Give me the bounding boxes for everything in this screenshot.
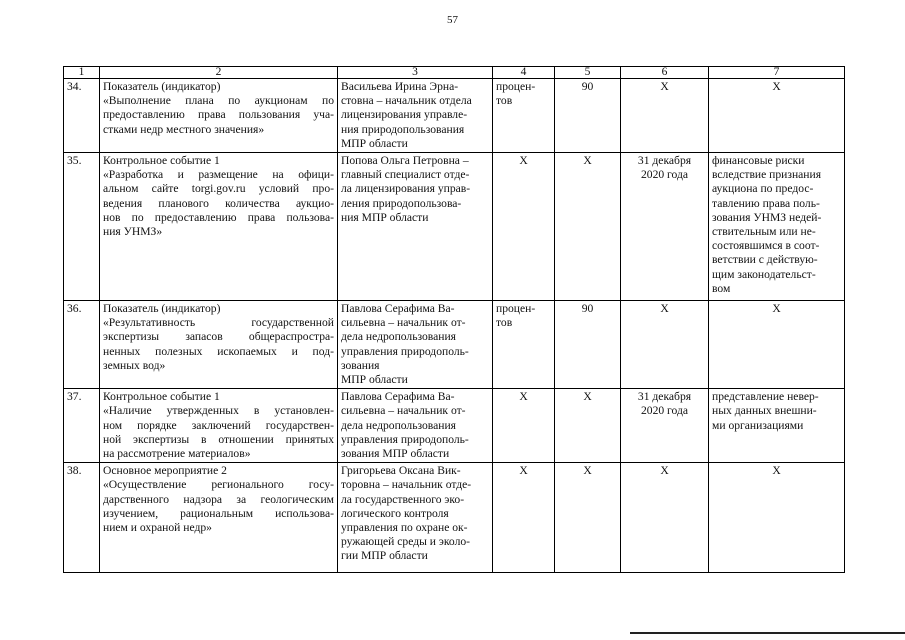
plan-table: [63, 66, 845, 573]
item-name-line: ведения планового количества аукцио-: [103, 196, 334, 210]
value-cell: 90: [555, 79, 621, 153]
responsible-line: главный специалист отде-: [341, 168, 470, 182]
table-row: [64, 153, 845, 301]
item-name-line: нов по предоставлению права пользова-: [103, 210, 334, 224]
deadline-cell: [621, 301, 709, 389]
responsible-line: лицензирования управле-: [341, 108, 468, 122]
responsible-line: Павлова Серафима Ва-: [341, 302, 455, 316]
item-name-line: на рассмотрение материалов»: [103, 447, 251, 461]
responsible-line: ла государственного эко-: [341, 492, 465, 506]
unit-line: процен-: [496, 302, 536, 316]
responsible-line: зования: [341, 358, 380, 372]
risk-line: зования УНМЗ недей-: [712, 210, 822, 224]
item-name-line: «Разработка и размещение на офици-: [103, 168, 334, 182]
item-name-line: Показатель (индикатор): [103, 302, 221, 316]
value-cell: Х: [555, 389, 621, 463]
risk-line: состоявшимся в соот-: [712, 239, 820, 253]
value-cell: Х: [555, 153, 621, 301]
value-cell: 90: [555, 301, 621, 389]
responsible-line: МПР области: [341, 373, 408, 387]
column-header: 4: [493, 67, 555, 79]
deadline-line: Х: [660, 302, 669, 316]
responsible-line: сильевна – начальник от-: [341, 404, 466, 418]
item-name-line: нием и охраной недр»: [103, 521, 212, 535]
header-row: [64, 67, 845, 79]
risk-line: вследствие признания: [712, 168, 822, 182]
item-name-line: альном сайте torgi.gov.ru условий про-: [103, 182, 334, 196]
column-header: 2: [100, 67, 338, 79]
unit-line: Х: [519, 390, 528, 404]
responsible-line: стовна – начальник отдела: [341, 94, 472, 108]
item-name-line: предоставлению права пользования уча-: [103, 108, 334, 122]
responsible-line: Григорьева Оксана Вик-: [341, 464, 461, 478]
row-number: 38.: [64, 463, 100, 573]
deadline-line: 31 декабря: [637, 154, 692, 168]
item-name-line: ния УНМЗ»: [103, 225, 163, 239]
responsible-line: дела недропользования: [341, 330, 457, 344]
responsible-line: логического контроля: [341, 506, 449, 520]
responsible-cell: [338, 153, 493, 301]
item-name-line: ном порядке заключений государствен-: [103, 418, 334, 432]
risk-line: ствительным или не-: [712, 225, 816, 239]
risk-line: финансовые риски: [712, 154, 805, 168]
responsible-cell: [338, 463, 493, 573]
item-name-cell: [100, 389, 338, 463]
item-name-line: Контрольное событие 1: [103, 154, 220, 168]
risk-cell: [709, 389, 845, 463]
unit-line: процен-: [496, 80, 536, 93]
responsible-line: Павлова Серафима Ва-: [341, 390, 455, 404]
unit-line: Х: [519, 464, 528, 478]
item-name-line: стками недр местного значения»: [103, 122, 265, 136]
responsible-line: зования МПР области: [341, 447, 450, 461]
unit-cell: [493, 301, 555, 389]
risk-cell: [709, 301, 845, 389]
item-name-line: изучением, рациональным использова-: [103, 506, 334, 520]
item-name-cell: [100, 463, 338, 573]
responsible-line: управления природополь-: [341, 432, 469, 446]
row-number: 34.: [64, 79, 100, 153]
item-name-line: «Осуществление регионального госу-: [103, 478, 334, 492]
unit-cell: [493, 389, 555, 463]
item-name-cell: [100, 153, 338, 301]
unit-cell: [493, 463, 555, 573]
responsible-line: сильевна – начальник от-: [341, 316, 466, 330]
deadline-line: 31 декабря: [637, 390, 692, 404]
bottom-rule: [630, 632, 905, 634]
item-name-line: Контрольное событие 1: [103, 390, 220, 404]
item-name-line: «Наличие утвержденных в установлен-: [103, 404, 334, 418]
responsible-line: дела недропользования: [341, 418, 457, 432]
unit-cell: [493, 79, 555, 153]
risk-line: аукциона по предос-: [712, 182, 814, 196]
risk-line: Х: [772, 464, 781, 478]
column-header: 6: [621, 67, 709, 79]
risk-line: Х: [772, 302, 781, 316]
item-name-line: Основное мероприятие 2: [103, 464, 227, 478]
column-header: 5: [555, 67, 621, 79]
unit-line: Х: [519, 154, 528, 168]
item-name-cell: [100, 301, 338, 389]
unit-cell: [493, 153, 555, 301]
deadline-line: 2020 года: [640, 168, 689, 182]
risk-line: щим законодательст-: [712, 267, 816, 281]
risk-line: ми организациями: [712, 418, 804, 432]
item-name-line: экспертизы запасов общераспростра-: [103, 330, 334, 344]
deadline-cell: [621, 153, 709, 301]
responsible-cell: [338, 79, 493, 153]
deadline-line: Х: [660, 464, 669, 478]
page-number: 57: [447, 14, 458, 26]
table-row: [64, 79, 845, 153]
row-number: 37.: [64, 389, 100, 463]
responsible-line: ружающей среды и эколо-: [341, 535, 471, 549]
responsible-line: ла лицензирования управ-: [341, 182, 471, 196]
responsible-line: управления по охране ок-: [341, 521, 468, 535]
risk-line: Х: [772, 80, 781, 93]
table-row: [64, 389, 845, 463]
unit-line: тов: [496, 94, 513, 108]
table-row: [64, 463, 845, 573]
risk-line: тавлению права поль-: [712, 196, 820, 210]
responsible-cell: [338, 389, 493, 463]
column-header: 1: [64, 67, 100, 79]
deadline-cell: [621, 79, 709, 153]
risk-line: представление невер-: [712, 390, 819, 404]
item-name-line: «Результативность государственной: [103, 316, 334, 330]
row-number: 35.: [64, 153, 100, 301]
responsible-line: Попова Ольга Петровна –: [341, 154, 469, 168]
value-cell: Х: [555, 463, 621, 573]
responsible-line: управления природополь-: [341, 344, 469, 358]
item-name-line: дарственного надзора за геологическим: [103, 492, 334, 506]
item-name-line: земных вод»: [103, 358, 166, 372]
row-number: 36.: [64, 301, 100, 389]
column-header: 3: [338, 67, 493, 79]
responsible-line: МПР области: [341, 136, 408, 150]
responsible-line: торовна – начальник отде-: [341, 478, 472, 492]
responsible-line: гии МПР области: [341, 549, 428, 563]
unit-line: тов: [496, 316, 513, 330]
responsible-line: ния МПР области: [341, 210, 429, 224]
item-name-line: «Выполнение плана по аукционам по: [103, 94, 334, 108]
item-name-line: Показатель (индикатор): [103, 80, 221, 93]
risk-line: ветствии с действую-: [712, 253, 818, 267]
responsible-cell: [338, 301, 493, 389]
item-name-cell: [100, 79, 338, 153]
deadline-line: 2020 года: [640, 404, 689, 418]
item-name-line: ненных полезных ископаемых и под-: [103, 344, 334, 358]
risk-line: ных данных внешни-: [712, 404, 817, 418]
responsible-line: ния природопользования: [341, 122, 465, 136]
risk-cell: [709, 153, 845, 301]
risk-line: вом: [712, 281, 731, 295]
responsible-line: ления природопользова-: [341, 196, 462, 210]
risk-cell: [709, 79, 845, 153]
column-header: 7: [709, 67, 845, 79]
item-name-line: ной экспертизы в отношении принятых: [103, 432, 334, 446]
table-row: [64, 301, 845, 389]
deadline-cell: [621, 463, 709, 573]
risk-cell: [709, 463, 845, 573]
deadline-line: Х: [660, 80, 669, 93]
responsible-line: Васильева Ирина Эрна-: [341, 80, 459, 93]
deadline-cell: [621, 389, 709, 463]
